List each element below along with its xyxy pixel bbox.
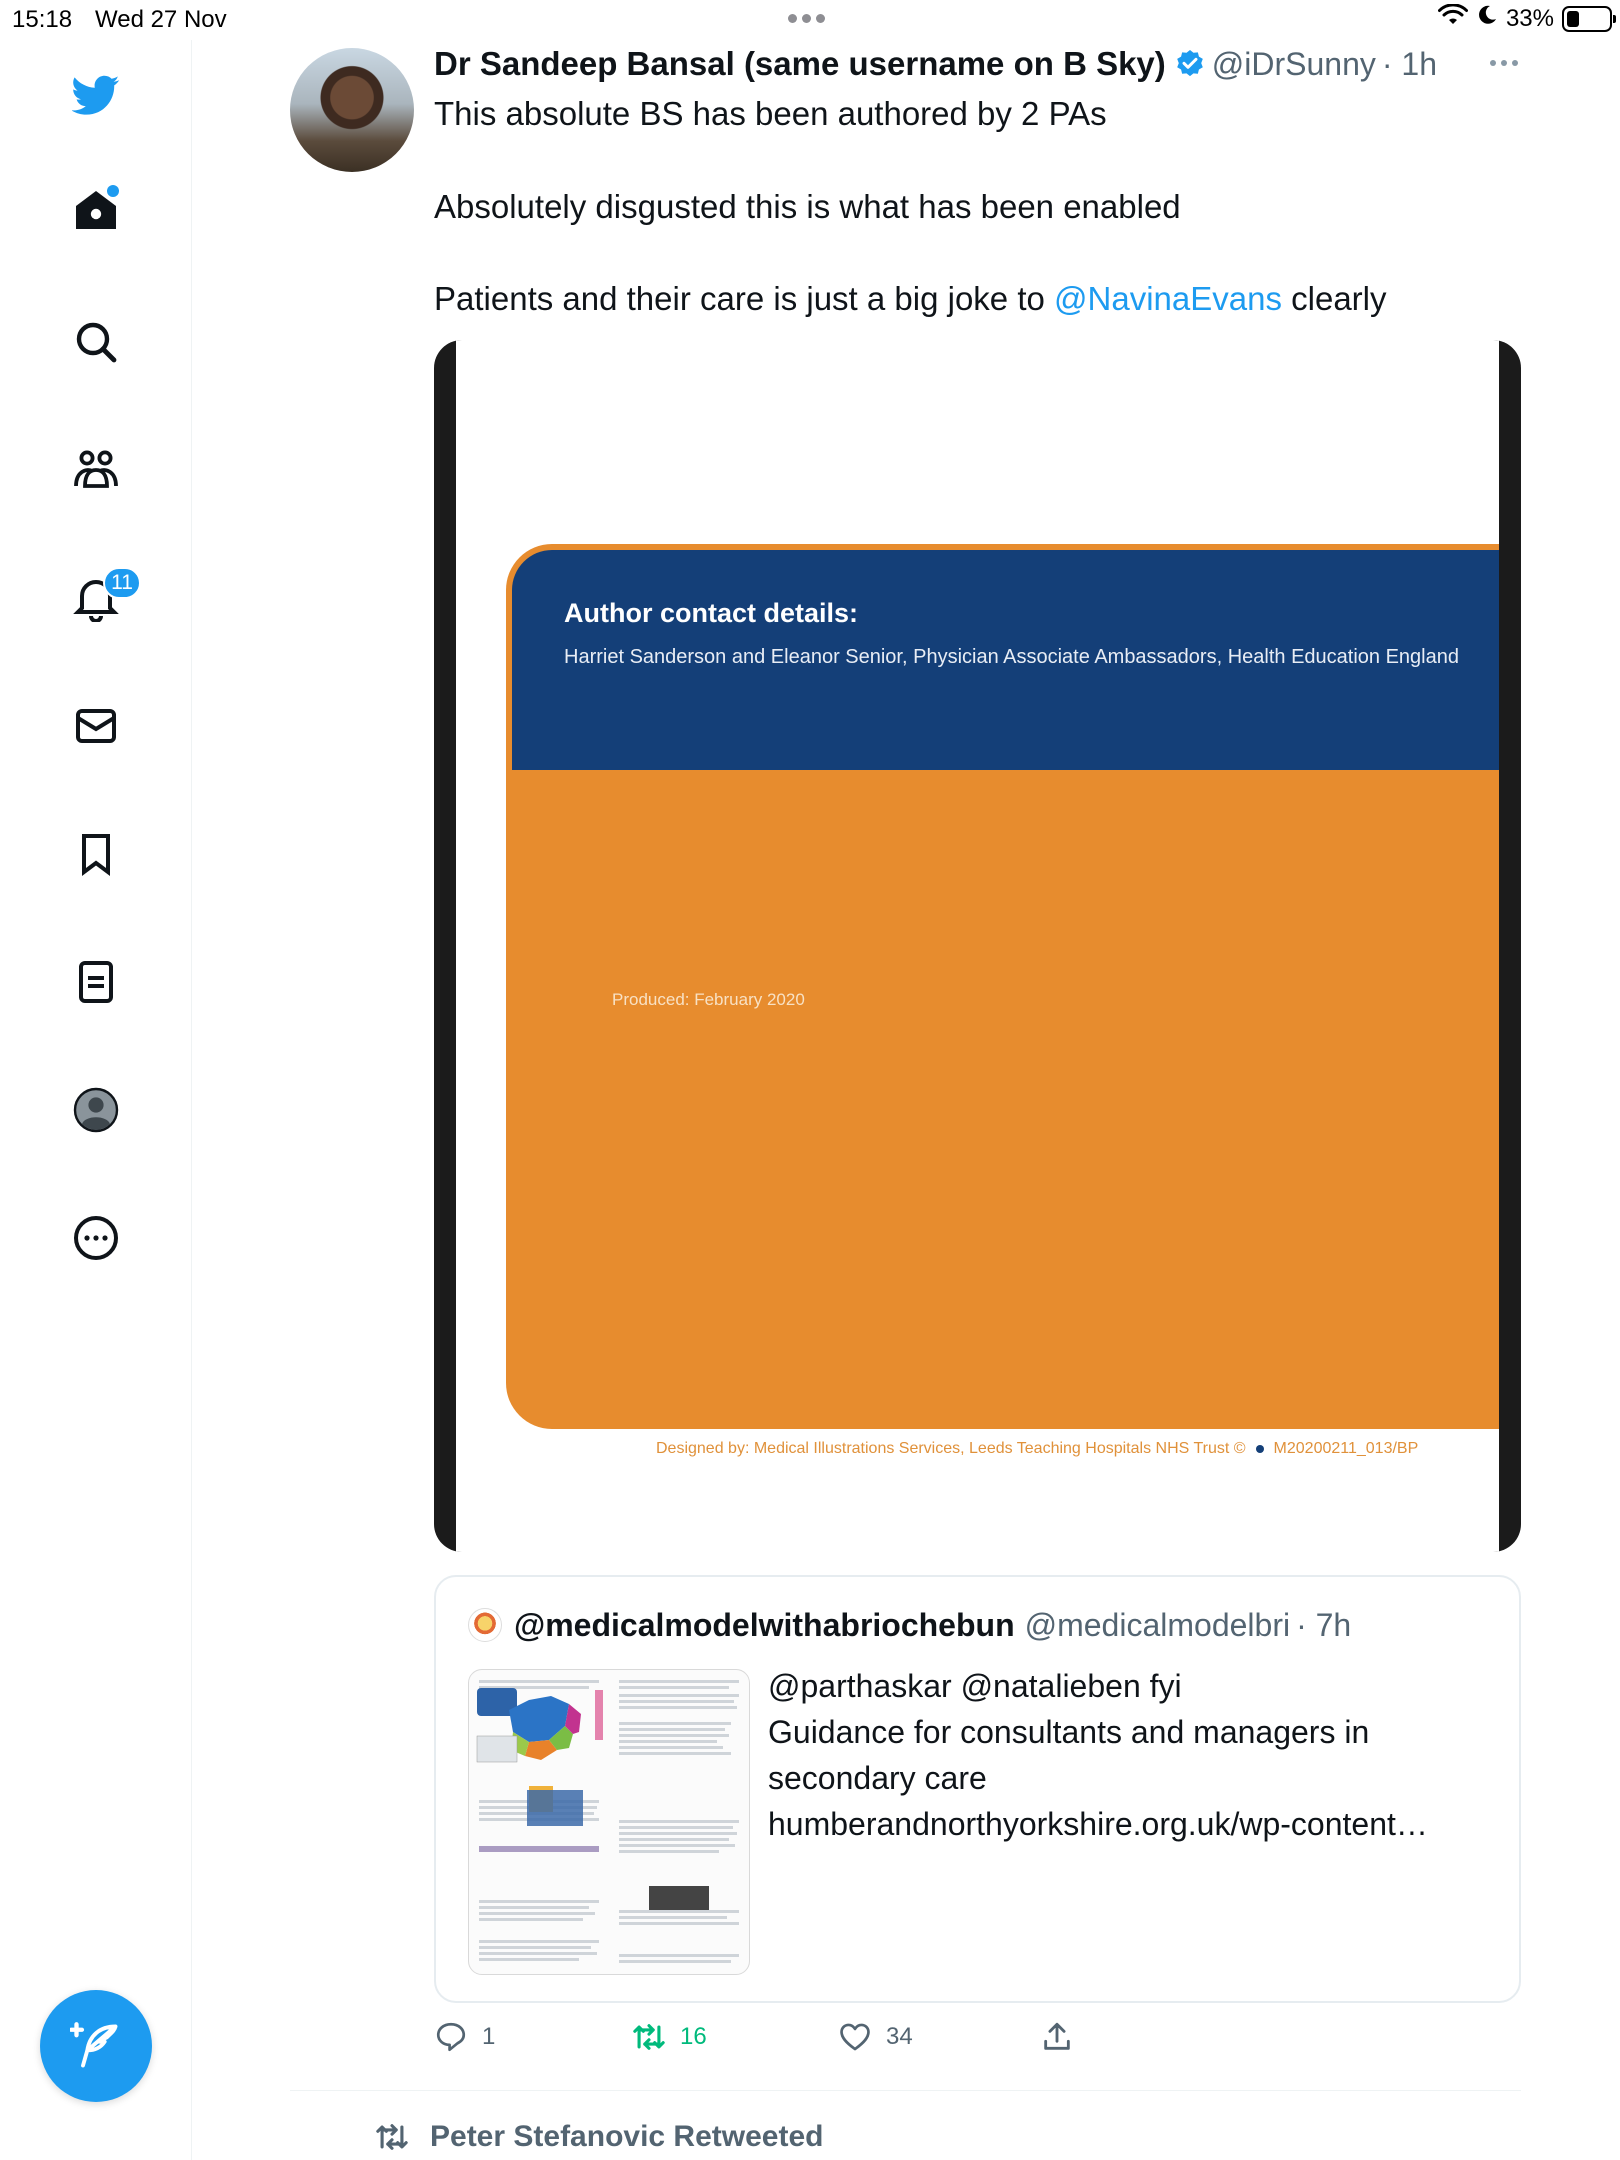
like-count: 34 xyxy=(886,2023,913,2050)
retweeted-by-label[interactable] xyxy=(372,2120,823,2154)
quoted-text-line: @parthaskar @natalieben fyi xyxy=(768,1668,1182,1704)
doc-author-text: Harriet Sanderson and Eleanor Senior, Physician Associate Ambassadors, Health Education England xyxy=(564,646,1459,668)
doc-blue-panel xyxy=(512,550,1499,770)
status-bar xyxy=(0,0,1620,40)
tweet-time[interactable]: · 1h xyxy=(1381,45,1438,82)
doc-author-title: Author contact details: xyxy=(564,598,859,628)
doc-produced-date: Produced: February 2020 xyxy=(612,990,805,1009)
tweet-actions-bar xyxy=(434,2020,1521,2064)
tweet-header xyxy=(434,40,1534,88)
author-name[interactable]: Dr Sandeep Bansal (same username on B Sky) xyxy=(434,45,1166,82)
tweet-more-icon[interactable] xyxy=(1490,60,1518,66)
home-new-indicator xyxy=(107,185,119,197)
tweet-text-line: Absolutely disgusted this is what has been enabled xyxy=(434,188,1181,225)
doc-designed-by xyxy=(656,1440,1418,1458)
more-options-icon[interactable] xyxy=(65,1207,127,1269)
tweet-text-line: This absolute BS has been authored by 2 PAs xyxy=(434,95,1107,132)
quoted-link-text[interactable]: humberandnorthyorkshire.org.uk/wp-content… xyxy=(768,1806,1428,1842)
quoted-text-line: secondary care xyxy=(768,1760,987,1796)
status-time: 15:18 xyxy=(12,6,73,33)
home-icon[interactable] xyxy=(65,179,127,241)
like-button[interactable] xyxy=(838,2020,913,2054)
tweet-media-image[interactable] xyxy=(434,340,1521,1552)
notifications-badge: 11 xyxy=(103,567,141,599)
document-page xyxy=(456,340,1499,1552)
quoted-tweet[interactable] xyxy=(434,1575,1521,2003)
lists-icon[interactable] xyxy=(65,951,127,1013)
retweet-icon xyxy=(632,2020,666,2054)
battery-icon xyxy=(1562,6,1612,32)
reply-icon xyxy=(434,2020,468,2054)
tweet-text-span: clearly xyxy=(1281,280,1387,317)
share-button[interactable] xyxy=(1040,2020,1074,2054)
bullet-icon xyxy=(1256,1445,1264,1453)
timeline-divider xyxy=(290,2090,1521,2091)
author-handle[interactable]: @iDrSunny xyxy=(1211,45,1376,82)
retweeted-by-text[interactable]: Peter Stefanovic Retweeted xyxy=(430,2120,824,2153)
doc-code: M20200211_013/BP xyxy=(1273,1440,1419,1457)
messages-mail-icon[interactable] xyxy=(65,695,127,757)
quoted-tweet-time: · 7h xyxy=(1296,1606,1352,1643)
quoted-author-avatar xyxy=(468,1608,502,1642)
status-date: Wed 27 Nov xyxy=(95,6,227,33)
twitter-logo-icon[interactable] xyxy=(65,64,127,126)
moon-icon xyxy=(1476,4,1498,33)
status-indicators xyxy=(1438,4,1612,33)
compose-tweet-button[interactable] xyxy=(40,1990,152,2102)
quoted-text-line: Guidance for consultants and managers in xyxy=(768,1714,1370,1750)
retweet-button[interactable] xyxy=(632,2020,707,2054)
search-icon[interactable] xyxy=(65,311,127,373)
author-avatar[interactable] xyxy=(290,48,414,172)
reply-button[interactable] xyxy=(434,2020,495,2054)
heart-icon xyxy=(838,2020,872,2054)
sidebar-nav xyxy=(0,40,192,2160)
quoted-author-name: @medicalmodelwithabriochebun xyxy=(514,1606,1015,1643)
profile-avatar-icon[interactable] xyxy=(65,1079,127,1141)
quoted-author-handle: @medicalmodelbri xyxy=(1024,1606,1291,1643)
mention-link[interactable]: @NavinaEvans xyxy=(1054,280,1282,317)
doc-designed-text: Designed by: Medical Illustrations Services, Leeds Teaching Hospitals NHS Trust © xyxy=(656,1440,1246,1457)
share-icon xyxy=(1040,2020,1074,2054)
tweet-text-span: Patients and their care is just a big joke to xyxy=(434,280,1055,317)
reply-count: 1 xyxy=(482,2023,496,2050)
communities-icon[interactable] xyxy=(65,439,127,501)
bookmark-icon[interactable] xyxy=(65,823,127,885)
notifications-bell-icon[interactable] xyxy=(65,567,133,629)
tweet-text-line xyxy=(434,277,1534,321)
wifi-icon xyxy=(1438,4,1468,33)
compose-feather-icon xyxy=(70,2020,122,2072)
retweet-count: 16 xyxy=(680,2023,707,2050)
retweet-icon xyxy=(372,2120,412,2154)
multitasking-dots-icon[interactable] xyxy=(788,14,825,23)
quoted-tweet-text xyxy=(768,1663,1488,1847)
battery-percent: 33% xyxy=(1505,4,1554,32)
quoted-document-thumbnail xyxy=(468,1669,750,1975)
quoted-tweet-header xyxy=(468,1603,1351,1647)
verified-badge-icon xyxy=(1174,48,1206,80)
